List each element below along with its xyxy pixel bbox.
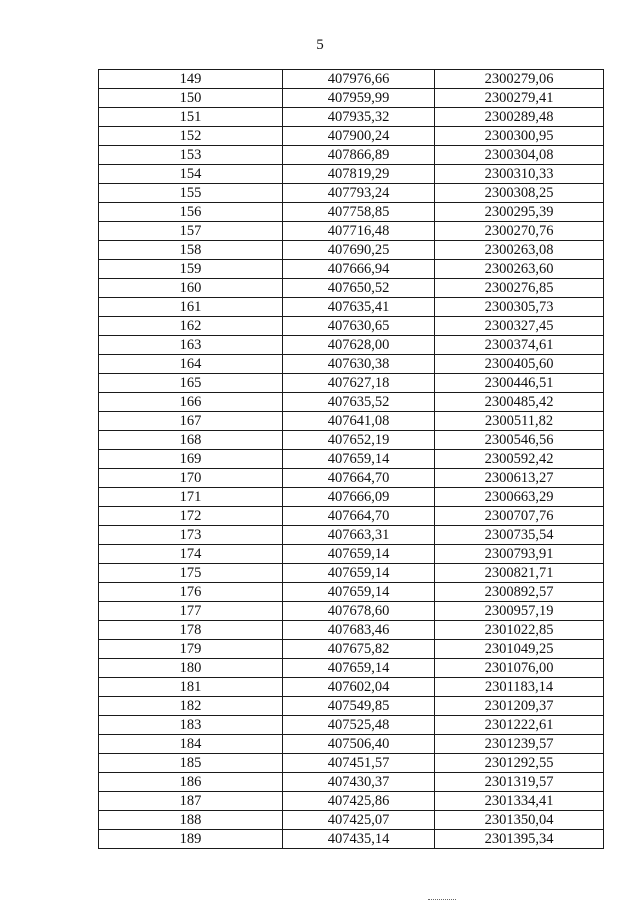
point-number-cell: 168: [99, 431, 283, 450]
table-row: [99, 526, 604, 545]
point-number-cell: 183: [99, 716, 283, 735]
y-coordinate-cell: 2301209,37: [435, 697, 604, 716]
x-coordinate-cell: 407652,19: [283, 431, 435, 450]
point-number-cell: 172: [99, 507, 283, 526]
y-coordinate-cell: 2300270,76: [435, 222, 604, 241]
y-coordinate-cell: 2300892,57: [435, 583, 604, 602]
table-row: [99, 222, 604, 241]
y-coordinate-cell: 2300295,39: [435, 203, 604, 222]
table-row: [99, 659, 604, 678]
table-row: [99, 108, 604, 127]
point-number-cell: 189: [99, 830, 283, 849]
table-row: [99, 735, 604, 754]
x-coordinate-cell: 407935,32: [283, 108, 435, 127]
point-number-cell: 167: [99, 412, 283, 431]
x-coordinate-cell: 407666,94: [283, 260, 435, 279]
y-coordinate-cell: 2301183,14: [435, 678, 604, 697]
y-coordinate-cell: 2300263,08: [435, 241, 604, 260]
x-coordinate-cell: 407678,60: [283, 602, 435, 621]
y-coordinate-cell: 2301395,34: [435, 830, 604, 849]
y-coordinate-cell: 2300446,51: [435, 374, 604, 393]
x-coordinate-cell: 407549,85: [283, 697, 435, 716]
y-coordinate-cell: 2300310,33: [435, 165, 604, 184]
y-coordinate-cell: 2300821,71: [435, 564, 604, 583]
point-number-cell: 174: [99, 545, 283, 564]
point-number-cell: 187: [99, 792, 283, 811]
x-coordinate-cell: 407659,14: [283, 450, 435, 469]
table-row: [99, 279, 604, 298]
table-row: [99, 469, 604, 488]
point-number-cell: 164: [99, 355, 283, 374]
x-coordinate-cell: 407659,14: [283, 583, 435, 602]
x-coordinate-cell: 407525,48: [283, 716, 435, 735]
table-row: [99, 488, 604, 507]
y-coordinate-cell: 2300613,27: [435, 469, 604, 488]
point-number-cell: 185: [99, 754, 283, 773]
y-coordinate-cell: 2300707,76: [435, 507, 604, 526]
point-number-cell: 165: [99, 374, 283, 393]
point-number-cell: 169: [99, 450, 283, 469]
x-coordinate-cell: 407659,14: [283, 564, 435, 583]
table-row: [99, 355, 604, 374]
y-coordinate-cell: 2301049,25: [435, 640, 604, 659]
table-row: [99, 811, 604, 830]
y-coordinate-cell: 2300793,91: [435, 545, 604, 564]
point-number-cell: 180: [99, 659, 283, 678]
point-number-cell: 176: [99, 583, 283, 602]
y-coordinate-cell: 2300511,82: [435, 412, 604, 431]
table-row: [99, 773, 604, 792]
table-row: [99, 545, 604, 564]
table-row: [99, 374, 604, 393]
x-coordinate-cell: 407716,48: [283, 222, 435, 241]
table-row: [99, 89, 604, 108]
y-coordinate-cell: 2301319,57: [435, 773, 604, 792]
point-number-cell: 161: [99, 298, 283, 317]
point-number-cell: 171: [99, 488, 283, 507]
point-number-cell: 182: [99, 697, 283, 716]
point-number-cell: 162: [99, 317, 283, 336]
table-row: [99, 583, 604, 602]
y-coordinate-cell: 2300279,06: [435, 70, 604, 89]
x-coordinate-cell: 407976,66: [283, 70, 435, 89]
table-row: [99, 564, 604, 583]
coordinates-table-body: [99, 70, 604, 849]
point-number-cell: 188: [99, 811, 283, 830]
table-row: [99, 260, 604, 279]
x-coordinate-cell: 407664,70: [283, 469, 435, 488]
scan-artifact: [428, 899, 456, 902]
y-coordinate-cell: 2300308,25: [435, 184, 604, 203]
x-coordinate-cell: 407425,07: [283, 811, 435, 830]
table-row: [99, 830, 604, 849]
point-number-cell: 179: [99, 640, 283, 659]
y-coordinate-cell: 2301076,00: [435, 659, 604, 678]
table-row: [99, 507, 604, 526]
x-coordinate-cell: 407451,57: [283, 754, 435, 773]
point-number-cell: 149: [99, 70, 283, 89]
y-coordinate-cell: 2300957,19: [435, 602, 604, 621]
y-coordinate-cell: 2301334,41: [435, 792, 604, 811]
point-number-cell: 157: [99, 222, 283, 241]
point-number-cell: 156: [99, 203, 283, 222]
x-coordinate-cell: 407659,14: [283, 545, 435, 564]
table-row: [99, 336, 604, 355]
table-row: [99, 393, 604, 412]
x-coordinate-cell: 407435,14: [283, 830, 435, 849]
table-row: [99, 602, 604, 621]
x-coordinate-cell: 407675,82: [283, 640, 435, 659]
table-row: [99, 127, 604, 146]
table-row: [99, 184, 604, 203]
table-row: [99, 754, 604, 773]
x-coordinate-cell: 407866,89: [283, 146, 435, 165]
y-coordinate-cell: 2300592,42: [435, 450, 604, 469]
table-row: [99, 70, 604, 89]
point-number-cell: 178: [99, 621, 283, 640]
table-row: [99, 640, 604, 659]
x-coordinate-cell: 407663,31: [283, 526, 435, 545]
point-number-cell: 177: [99, 602, 283, 621]
point-number-cell: 186: [99, 773, 283, 792]
coordinates-table: [98, 69, 604, 849]
x-coordinate-cell: 407959,99: [283, 89, 435, 108]
table-row: [99, 697, 604, 716]
x-coordinate-cell: 407650,52: [283, 279, 435, 298]
table-row: [99, 792, 604, 811]
y-coordinate-cell: 2301222,61: [435, 716, 604, 735]
y-coordinate-cell: 2300374,61: [435, 336, 604, 355]
x-coordinate-cell: 407793,24: [283, 184, 435, 203]
point-number-cell: 150: [99, 89, 283, 108]
table-row: [99, 298, 604, 317]
point-number-cell: 175: [99, 564, 283, 583]
point-number-cell: 166: [99, 393, 283, 412]
y-coordinate-cell: 2300327,45: [435, 317, 604, 336]
y-coordinate-cell: 2301022,85: [435, 621, 604, 640]
point-number-cell: 163: [99, 336, 283, 355]
x-coordinate-cell: 407635,41: [283, 298, 435, 317]
x-coordinate-cell: 407602,04: [283, 678, 435, 697]
x-coordinate-cell: 407758,85: [283, 203, 435, 222]
x-coordinate-cell: 407690,25: [283, 241, 435, 260]
y-coordinate-cell: 2300405,60: [435, 355, 604, 374]
y-coordinate-cell: 2301239,57: [435, 735, 604, 754]
table-row: [99, 203, 604, 222]
point-number-cell: 170: [99, 469, 283, 488]
point-number-cell: 155: [99, 184, 283, 203]
x-coordinate-cell: 407425,86: [283, 792, 435, 811]
y-coordinate-cell: 2300305,73: [435, 298, 604, 317]
point-number-cell: 152: [99, 127, 283, 146]
y-coordinate-cell: 2300546,56: [435, 431, 604, 450]
point-number-cell: 151: [99, 108, 283, 127]
y-coordinate-cell: 2300279,41: [435, 89, 604, 108]
x-coordinate-cell: 407819,29: [283, 165, 435, 184]
table-row: [99, 165, 604, 184]
y-coordinate-cell: 2300276,85: [435, 279, 604, 298]
point-number-cell: 173: [99, 526, 283, 545]
y-coordinate-cell: 2300663,29: [435, 488, 604, 507]
x-coordinate-cell: 407683,46: [283, 621, 435, 640]
point-number-cell: 154: [99, 165, 283, 184]
x-coordinate-cell: 407664,70: [283, 507, 435, 526]
y-coordinate-cell: 2300300,95: [435, 127, 604, 146]
point-number-cell: 184: [99, 735, 283, 754]
x-coordinate-cell: 407900,24: [283, 127, 435, 146]
x-coordinate-cell: 407630,65: [283, 317, 435, 336]
x-coordinate-cell: 407628,00: [283, 336, 435, 355]
table-row: [99, 431, 604, 450]
x-coordinate-cell: 407627,18: [283, 374, 435, 393]
table-row: [99, 450, 604, 469]
point-number-cell: 160: [99, 279, 283, 298]
table-row: [99, 678, 604, 697]
y-coordinate-cell: 2300735,54: [435, 526, 604, 545]
point-number-cell: 181: [99, 678, 283, 697]
y-coordinate-cell: 2300289,48: [435, 108, 604, 127]
y-coordinate-cell: 2301350,04: [435, 811, 604, 830]
x-coordinate-cell: 407666,09: [283, 488, 435, 507]
table-row: [99, 317, 604, 336]
page-number: 5: [316, 37, 324, 53]
point-number-cell: 153: [99, 146, 283, 165]
x-coordinate-cell: 407630,38: [283, 355, 435, 374]
table-row: [99, 241, 604, 260]
x-coordinate-cell: 407430,37: [283, 773, 435, 792]
table-row: [99, 716, 604, 735]
y-coordinate-cell: 2301292,55: [435, 754, 604, 773]
y-coordinate-cell: 2300485,42: [435, 393, 604, 412]
table-row: [99, 146, 604, 165]
table-row: [99, 621, 604, 640]
x-coordinate-cell: 407641,08: [283, 412, 435, 431]
y-coordinate-cell: 2300304,08: [435, 146, 604, 165]
table-row: [99, 412, 604, 431]
x-coordinate-cell: 407635,52: [283, 393, 435, 412]
point-number-cell: 158: [99, 241, 283, 260]
x-coordinate-cell: 407506,40: [283, 735, 435, 754]
x-coordinate-cell: 407659,14: [283, 659, 435, 678]
point-number-cell: 159: [99, 260, 283, 279]
y-coordinate-cell: 2300263,60: [435, 260, 604, 279]
